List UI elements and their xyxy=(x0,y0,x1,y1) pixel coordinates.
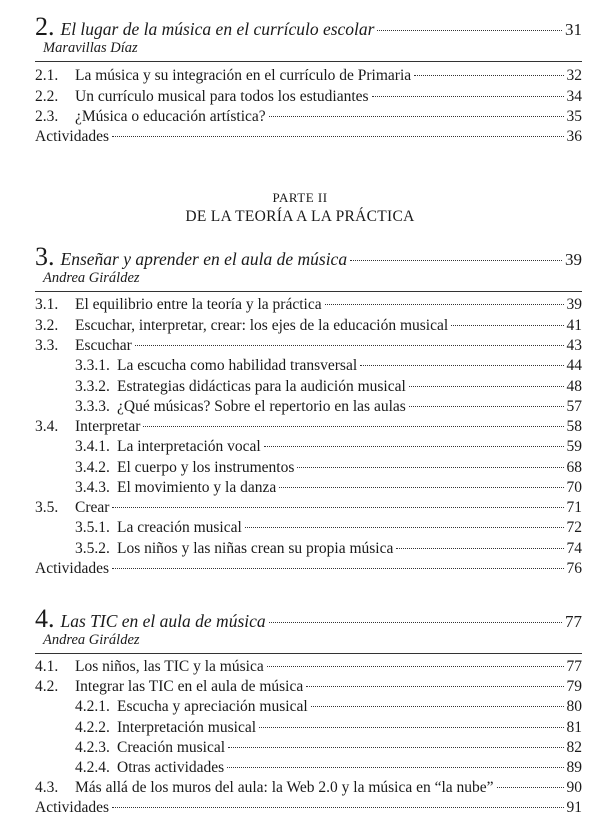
leader-dots xyxy=(112,807,563,808)
divider xyxy=(35,653,582,654)
page-number: 44 xyxy=(566,357,582,374)
toc-subentry xyxy=(75,398,582,416)
toc-activities xyxy=(35,560,582,578)
page-number: 76 xyxy=(566,560,582,577)
chapter-number: 4. xyxy=(35,604,55,633)
entry-number: 3.4. xyxy=(35,418,59,435)
leader-dots xyxy=(372,96,564,97)
toc-subentry xyxy=(75,479,582,497)
entry-text: Creación musical xyxy=(117,739,226,756)
entry-number: 4.2.1. xyxy=(75,698,110,715)
page-number: 74 xyxy=(566,540,582,557)
entry-text: El movimiento y la danza xyxy=(117,479,277,496)
page-number: 81 xyxy=(566,719,582,736)
entry-text: Integrar las TIC en el aula de música xyxy=(75,678,304,695)
page-number: 59 xyxy=(566,438,582,455)
entry-text: Otras actividades xyxy=(117,759,225,776)
toc-activities xyxy=(35,128,582,146)
toc-entry xyxy=(35,317,582,335)
leader-dots xyxy=(377,30,562,31)
page-number: 39 xyxy=(565,250,582,269)
entry-text: La música y su integración en el currículo de Primaria xyxy=(75,67,412,84)
leader-dots xyxy=(269,622,562,623)
entry-text: Escucha y apreciación musical xyxy=(117,698,308,715)
entry-text: La creación musical xyxy=(117,519,242,536)
leader-dots xyxy=(112,568,563,569)
chapter-heading xyxy=(35,12,582,42)
entry-number: 3.4.3. xyxy=(75,479,110,496)
page-number: 77 xyxy=(566,658,582,675)
page-number: 36 xyxy=(566,128,582,145)
chapter-title: Enseñar y aprender en el aula de música xyxy=(60,249,348,269)
page-number: 35 xyxy=(566,108,582,125)
toc-entry xyxy=(35,337,582,355)
entry-text: Actividades xyxy=(35,799,110,816)
chapter-author: Andrea Giráldez xyxy=(43,632,140,648)
part-label: PARTE II xyxy=(272,190,328,205)
page-number: 32 xyxy=(566,67,582,84)
toc-entry xyxy=(35,67,582,85)
toc-subentry xyxy=(75,378,582,396)
part-title: DE LA TEORÍA A LA PRÁCTICA xyxy=(185,208,415,225)
entry-text: Actividades xyxy=(35,560,110,577)
page-number: 82 xyxy=(566,739,582,756)
entry-text: ¿Música o educación artística? xyxy=(75,108,266,125)
toc-subentry xyxy=(75,519,582,537)
toc-subentry xyxy=(75,698,582,716)
page-number: 57 xyxy=(566,398,582,415)
leader-dots xyxy=(409,406,564,407)
leader-dots xyxy=(135,345,564,346)
toc-entry xyxy=(35,108,582,126)
leader-dots xyxy=(112,507,563,508)
leader-dots xyxy=(396,548,563,549)
page-number: 39 xyxy=(566,296,582,313)
page-number: 43 xyxy=(566,337,582,354)
leader-dots xyxy=(279,487,563,488)
entry-text: La interpretación vocal xyxy=(117,438,261,455)
toc-activities xyxy=(35,799,582,817)
page-number: 71 xyxy=(566,499,582,516)
toc-subentry xyxy=(75,459,582,477)
toc-subentry xyxy=(75,759,582,777)
entry-number: 2.2. xyxy=(35,88,59,105)
chapter-title: Las TIC en el aula de música xyxy=(60,611,266,631)
entry-text: ¿Qué músicas? Sobre el repertorio en las aulas xyxy=(117,398,406,415)
page-number: 68 xyxy=(566,459,582,476)
entry-text: Interpretar xyxy=(75,418,141,435)
leader-dots xyxy=(451,325,563,326)
leader-dots xyxy=(245,527,564,528)
leader-dots xyxy=(264,446,564,447)
entry-number: 3.3.1. xyxy=(75,357,110,374)
page-number: 70 xyxy=(566,479,582,496)
leader-dots xyxy=(267,666,564,667)
entry-number: 3.3. xyxy=(35,337,59,354)
leader-dots xyxy=(228,747,563,748)
chapter-author: Andrea Giráldez xyxy=(43,270,140,286)
entry-text: Un currículo musical para todos los estudiantes xyxy=(75,88,369,105)
entry-number: 3.5. xyxy=(35,499,59,516)
leader-dots xyxy=(497,787,564,788)
entry-number: 4.1. xyxy=(35,658,59,675)
entry-number: 3.2. xyxy=(35,317,59,334)
page-number: 79 xyxy=(566,678,582,695)
toc-entry xyxy=(35,418,582,436)
leader-dots xyxy=(414,75,563,76)
leader-dots xyxy=(350,260,562,261)
page-number: 89 xyxy=(566,759,582,776)
page-number: 91 xyxy=(566,799,582,816)
entry-number: 4.2.4. xyxy=(75,759,110,776)
toc-entry xyxy=(35,499,582,517)
entry-number: 3.4.1. xyxy=(75,438,110,455)
leader-dots xyxy=(325,304,564,305)
entry-number: 3.3.2. xyxy=(75,378,110,395)
chapter-heading xyxy=(35,242,582,272)
entry-number: 4.2.3. xyxy=(75,739,110,756)
page-number: 48 xyxy=(566,378,582,395)
entry-text: Los niños y las niñas crean su propia música xyxy=(117,540,394,557)
page-number: 80 xyxy=(566,698,582,715)
entry-number: 3.5.2. xyxy=(75,540,110,557)
toc-entry xyxy=(35,678,582,696)
chapter-number: 2. xyxy=(35,12,55,41)
entry-text: La escucha como habilidad transversal xyxy=(117,357,358,374)
entry-text: Más allá de los muros del aula: la Web 2.0 y la música en “la nube” xyxy=(75,779,494,796)
leader-dots xyxy=(112,136,563,137)
page-number: 90 xyxy=(566,779,582,796)
leader-dots xyxy=(360,365,563,366)
chapter-heading xyxy=(35,604,582,634)
page-number: 34 xyxy=(566,88,582,105)
entry-number: 3.5.1. xyxy=(75,519,110,536)
entry-number: 2.1. xyxy=(35,67,59,84)
leader-dots xyxy=(306,686,563,687)
entry-text: Interpretación musical xyxy=(117,719,257,736)
entry-text: El equilibrio entre la teoría y la práctica xyxy=(75,296,322,313)
entry-number: 4.2. xyxy=(35,678,59,695)
entry-text: Actividades xyxy=(35,128,110,145)
entry-text: Escuchar, interpretar, crear: los ejes de la educación musical xyxy=(75,317,449,334)
toc-entry xyxy=(35,88,582,106)
leader-dots xyxy=(409,386,564,387)
page-number: 72 xyxy=(566,519,582,536)
entry-number: 3.4.2. xyxy=(75,459,110,476)
divider xyxy=(35,291,582,292)
entry-text: Escuchar xyxy=(75,337,132,354)
chapter-title: El lugar de la música en el currículo escolar xyxy=(60,19,375,39)
page-number: 58 xyxy=(566,418,582,435)
entry-text: Estrategias didácticas para la audición musical xyxy=(117,378,406,395)
entry-text: Los niños, las TIC y la música xyxy=(75,658,264,675)
entry-number: 4.2.2. xyxy=(75,719,110,736)
entry-text: Crear xyxy=(75,499,110,516)
toc-subentry xyxy=(75,540,582,558)
leader-dots xyxy=(269,116,564,117)
toc-subentry xyxy=(75,719,582,737)
divider xyxy=(35,61,582,62)
toc-subentry xyxy=(75,739,582,757)
toc-subentry xyxy=(75,438,582,456)
chapter-author: Maravillas Díaz xyxy=(43,40,138,56)
leader-dots xyxy=(227,767,563,768)
toc-entry xyxy=(35,779,582,797)
leader-dots xyxy=(297,467,563,468)
chapter-number: 3. xyxy=(35,242,55,271)
entry-number: 3.3.3. xyxy=(75,398,110,415)
toc-subentry xyxy=(75,357,582,375)
leader-dots xyxy=(143,426,563,427)
page-number: 77 xyxy=(565,612,582,631)
entry-number: 4.3. xyxy=(35,779,59,796)
toc-entry xyxy=(35,658,582,676)
entry-number: 2.3. xyxy=(35,108,59,125)
entry-number: 3.1. xyxy=(35,296,59,313)
page-number: 41 xyxy=(566,317,582,334)
leader-dots xyxy=(311,706,564,707)
page-number: 31 xyxy=(565,20,582,39)
leader-dots xyxy=(259,727,563,728)
entry-text: El cuerpo y los instrumentos xyxy=(117,459,295,476)
toc-entry xyxy=(35,296,582,314)
